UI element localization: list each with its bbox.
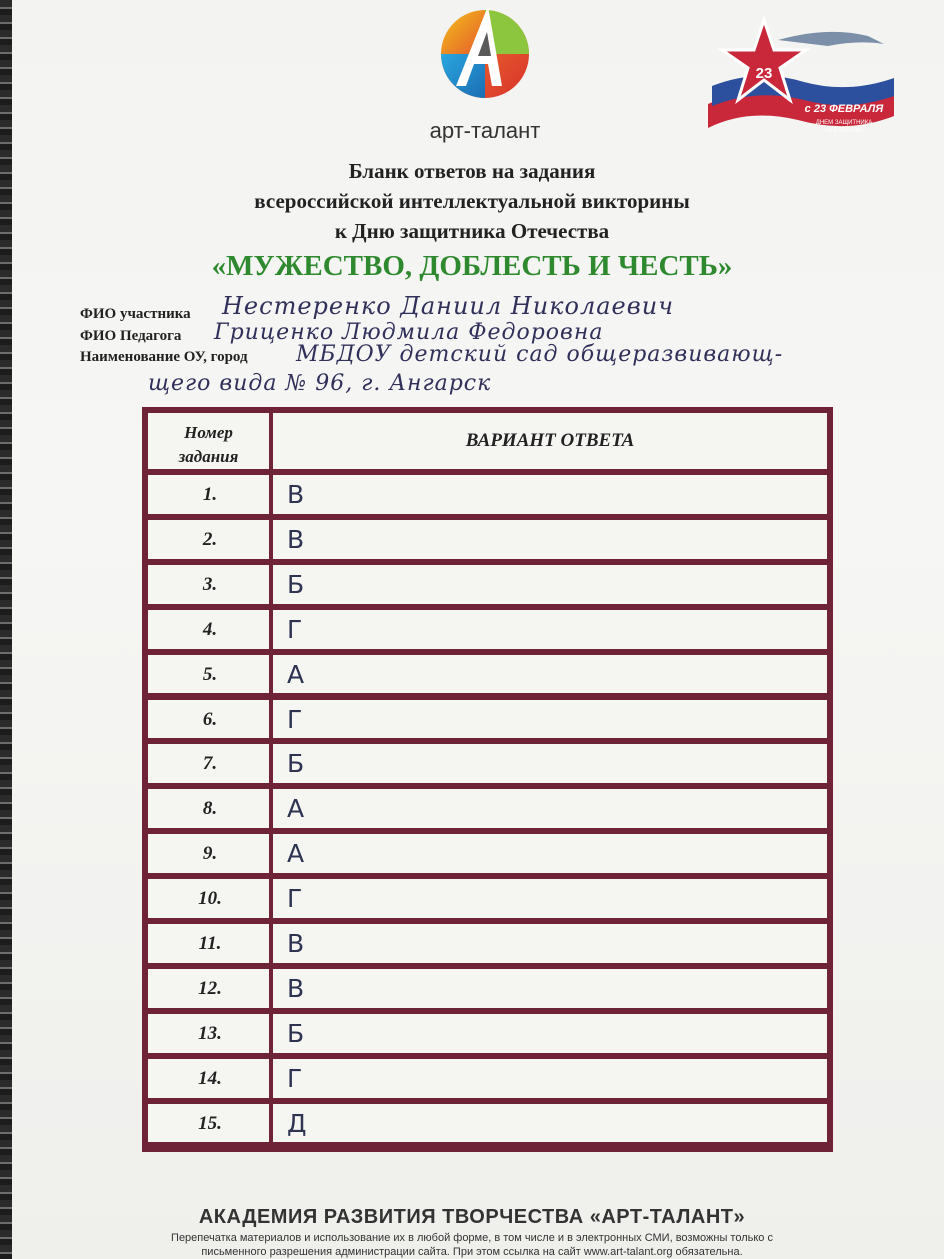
handwritten-answer[interactable]: В [287,973,305,1003]
table-row-answer-cell[interactable] [273,1059,827,1098]
task-number: 3. [202,573,218,595]
task-number: 5. [202,663,218,685]
table-row-answer-cell[interactable] [273,969,827,1008]
handwritten-answer[interactable]: Г [287,1063,303,1093]
handwritten-answer[interactable]: А [287,659,305,689]
school-label: Наименование ОУ, город [80,349,248,365]
table-row-answer-cell[interactable] [273,520,827,559]
table-row-answer-cell[interactable] [273,789,827,828]
task-number: 6. [202,708,218,730]
table-row-answer-cell[interactable] [273,1104,827,1143]
handwritten-answer[interactable]: В [287,480,305,509]
table-header-number-line-2: задания [178,447,239,466]
table-row-answer-cell[interactable] [273,879,827,918]
task-number: 10. [198,888,222,910]
task-number: 15. [198,1112,222,1134]
handwritten-answer[interactable]: А [287,794,305,824]
participant-name-field[interactable]: Нестеренко Даниил Николаевич [222,292,675,320]
task-number: 11. [198,933,222,954]
handwritten-answer[interactable]: Б [287,749,305,779]
teacher-label: ФИО Педагога [80,328,182,344]
table-header-number [148,421,269,469]
art-talant-logo-icon [438,4,532,100]
badge-line-2: ДНЕМ ЗАЩИТНИКА [815,120,873,126]
table-row-answer-cell[interactable] [273,565,827,604]
handwritten-answer[interactable]: Д [287,1108,307,1138]
task-number: 13. [198,1022,222,1044]
badge-line-1: с 23 ФЕВРАЛЯ [804,103,884,115]
school-field-line-1[interactable]: МБДОУ детский сад общеразвивающ- [296,342,784,367]
table-row-answer-cell[interactable] [273,475,827,514]
handwritten-answer[interactable]: А [287,839,305,869]
quiz-title: «МУЖЕСТВО, ДОБЛЕСТЬ И ЧЕСТЬ» [211,250,733,282]
table-row-answer-cell[interactable] [273,655,827,694]
table-row-answer-cell[interactable] [273,700,827,739]
handwritten-answer[interactable]: Г [287,614,303,644]
badge-star-number: 23 [755,65,773,82]
brand-name: арт-талант [429,118,541,143]
task-number: 9. [202,843,218,865]
handwritten-answer[interactable]: Б [287,1018,305,1048]
footer-org-name: АКАДЕМИЯ РАЗВИТИЯ ТВОРЧЕСТВА «АРТ-ТАЛАНТ» [198,1206,746,1228]
february-23-holiday-badge-icon [708,16,894,144]
table-header-answer: ВАРИАНТ ОТВЕТА [465,430,635,451]
handwritten-answer[interactable]: Б [287,569,305,599]
handwritten-answer[interactable]: Г [287,704,303,734]
sheet-heading-line-3: к Дню защитника Отечества [334,219,610,243]
table-row-answer-cell[interactable] [273,924,827,963]
footer-copyright-note-2: письменного разрешения администрации сайта. При этом ссылка на сайт www.art-talant.org обязательна. [201,1246,743,1258]
sheet-heading-line-2: всероссийской интеллектуальной викторины [254,189,690,213]
handwritten-answer[interactable]: Г [287,884,303,914]
task-number: 2. [202,528,218,550]
participant-label: ФИО участника [80,306,191,322]
task-number: 12. [198,977,222,999]
task-number: 4. [202,618,218,640]
task-number: 8. [202,798,218,820]
sheet-heading-line-1: Бланк ответов на задания [348,159,596,183]
table-header-number-line-1: Номер [184,423,233,442]
task-number: 7. [202,753,218,775]
teacher-name-field[interactable]: Гриценко Людмила Федоровна [214,320,604,345]
table-row-answer-cell[interactable] [273,834,827,873]
table-row-answer-cell[interactable] [273,744,827,783]
footer-copyright-note-1: Перепечатка материалов и использование их в любой форме, в том числе и в электронных СМИ, возможны только с [171,1232,773,1244]
handwritten-answer[interactable]: В [287,929,305,958]
task-number: 14. [198,1067,222,1089]
table-row-answer-cell[interactable] [273,610,827,649]
task-number: 1. [202,484,218,505]
school-field-line-2[interactable]: щего вида № 96, г. Ангарск [148,371,492,396]
table-row-answer-cell[interactable] [273,1014,827,1053]
badge-line-3: ОТЕЧЕСТВА! [825,128,863,134]
handwritten-answer[interactable]: В [287,524,305,554]
